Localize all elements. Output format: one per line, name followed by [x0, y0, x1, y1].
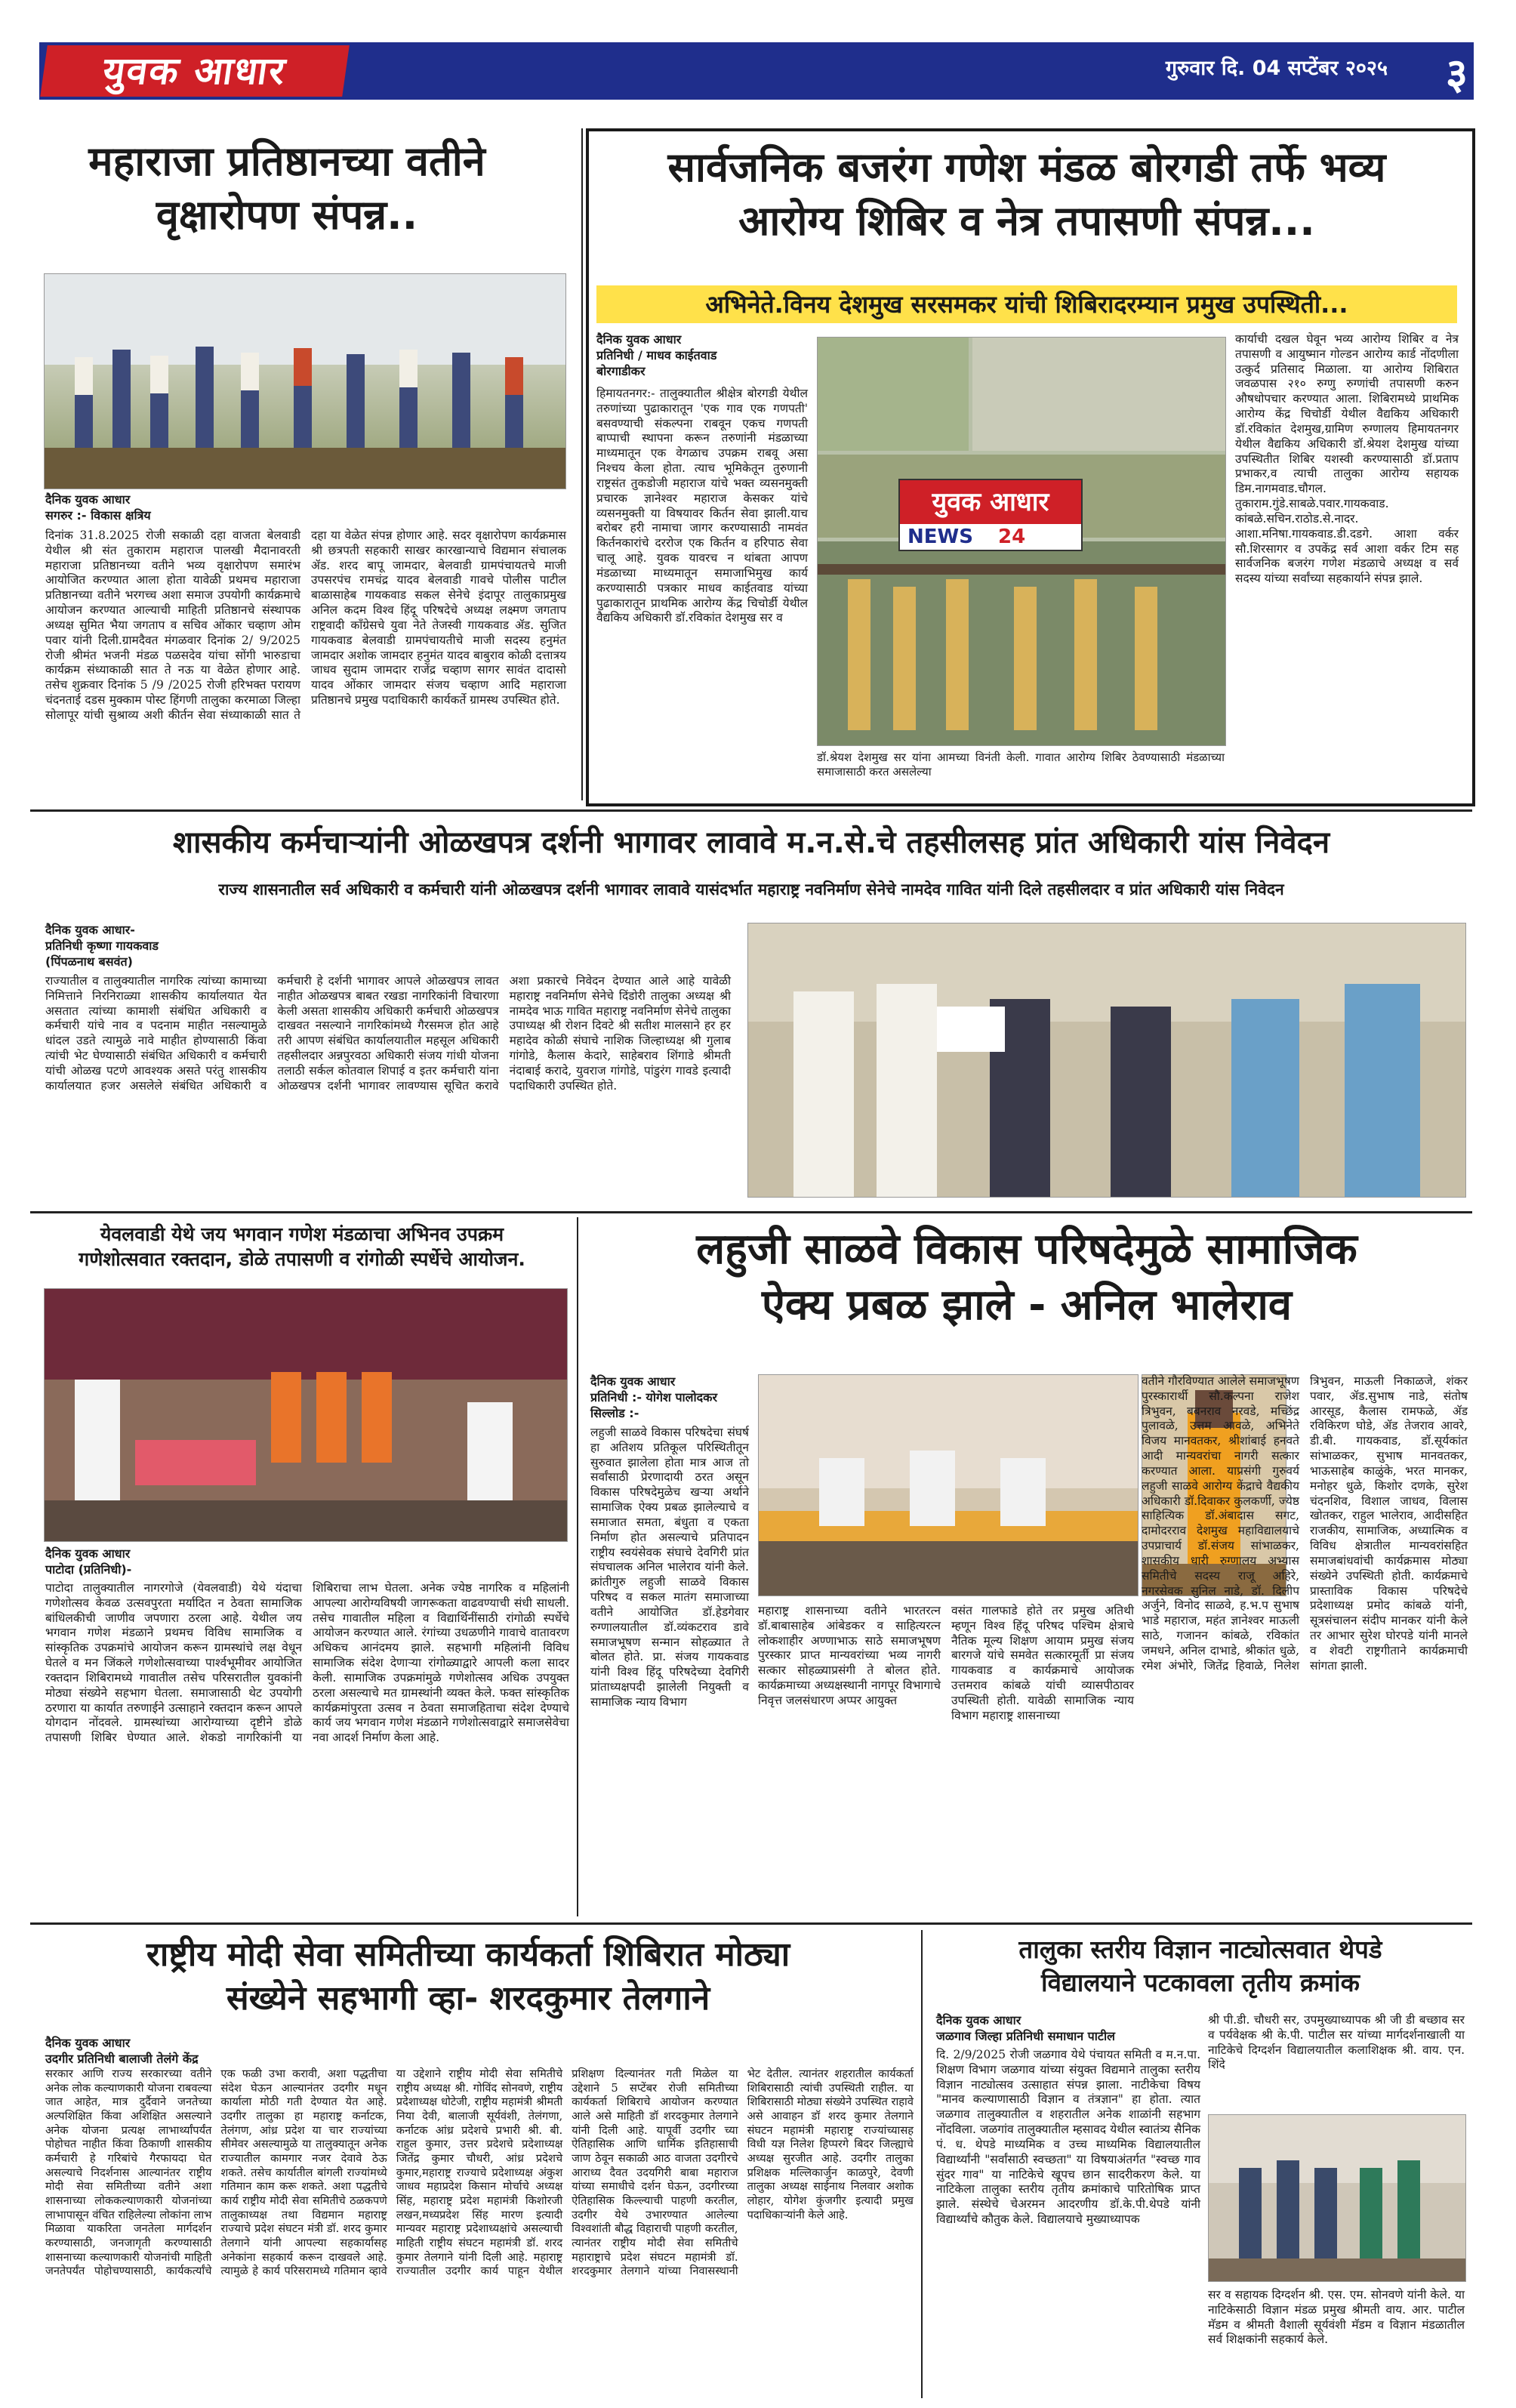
story7-headline-line2: विद्यालयाने पटकावला तृतीय क्रमांक: [1041, 1967, 1360, 1997]
story2-byline: [596, 332, 808, 379]
story1-headline: [30, 134, 544, 242]
story5-byline-reporter: प्रतिनिधी :- योगेश पालोदकर: [590, 1389, 717, 1404]
story7-body-top: श्री पी.डी. चौधरी सर, उपमुख्याध्यापक श्री जी डी बच्छाव सर व पर्यवेक्षक श्री के.पी. पाटील सर यांच्या मार्गदर्शनाखाली या नाटिकेचे दिग्दर्शन विद्यालयातील कलाशिक्षक श्री. वाय. एन. शिंदे: [1208, 2013, 1465, 2072]
story7-byline-reporter: जळगाव जिल्हा प्रतिनिधी समाधान पाटील: [936, 2028, 1115, 2043]
news-badge-title: युवक आधार: [900, 480, 1081, 524]
story2-headline-line2: आरोग्य शिबिर व नेत्र तपासणी संपन्न...: [738, 197, 1315, 245]
story5-byline-paper: दैनिक युवक आधार: [590, 1374, 676, 1389]
page-number: ३: [1445, 50, 1468, 99]
story4-byline-paper: दैनिक युवक आधार: [45, 1546, 131, 1561]
story4-photo: [44, 1288, 568, 1542]
story2-subdeck: अभिनेते.विनय देशमुख सरसमकर यांची शिबिरादरम्यान प्रमुख उपस्थिती...: [596, 285, 1457, 323]
story6-headline: [30, 1933, 906, 2021]
section-rule-3: [30, 1922, 1472, 1925]
story6-headline-line1: राष्ट्रीय मोदी सेवा समितीच्या कार्यकर्ता शिबिरात मोठ्या: [146, 1935, 790, 1974]
story2-byline-paper: दैनिक युवक आधार: [596, 332, 682, 347]
story1-photo-people: [45, 274, 565, 489]
story2-byline-reporter: प्रतिनिधी / माधव काईतवाड: [596, 347, 717, 362]
story1-headline-line2: वृक्षारोपण संपन्न..: [156, 191, 418, 239]
story5-headline-line1: लहुजी साळवे विकास परिषदेमुळे सामाजिक: [696, 1225, 1357, 1274]
story5-body-mid: [758, 1604, 1134, 1913]
story6-byline-reporter: उदगीर प्रतिनिधी बालाजी तेलंगे केंद्र: [45, 2051, 199, 2066]
story5-headline-line2: ऐक्य प्रबळ झाले - अनिल भालेराव: [761, 1280, 1293, 1330]
story3-photo-shapes: [748, 923, 1465, 1197]
story3-photo: [747, 923, 1466, 1198]
story2-body-left: हिमायतनगर:- तालुक्यातील श्रीक्षेत्र बोरगडी येथील तरुणांच्या पुढाकारातून 'एक गाव एक गणपती' बसवण्याची संकल्पना राबवून एकच गणपती बाप्पाची स्थापना करून तरुणांनी मंडळाच्या माध्यमातून एक वेगळाच उपक्रम राबवू असा निश्चय केला होता. त्याच भूमिकेतून तुरुणानी राष्ट्रसंत तुकडोजी महाराज यांचे भक्त व्यसनमुक्ती प्रचारक ज्ञानेश्वर महाराज केसकर यांचे व्यसनमुक्ती या विषयावर किर्तन सेवा झाली.याच बरोबर हरी नामाचा जागर करण्यासाठी नामवंत किर्तनकारांचे दररोज एक किर्तन व हरिपाठ सेवा चालू आहे. युवक यावरच न थांबता आपण मंडळाच्या माध्यमातून समाजाभिमुख कार्य करण्यासाठी पत्रकार माधव काईतवाड यांच्या पुढाकारातून प्राथमिक आरोग्य केंद्र चिचोर्डी येथील वैद्यकिय अधिकारी डॉ.रविकांत देशमुख सर व: [596, 387, 808, 625]
section-rule-2: [30, 1211, 1472, 1213]
story5-byline-place: सिल्लोड :-: [590, 1405, 639, 1420]
story3-byline-place: (पिंपळनाथ बसवंत): [45, 954, 133, 969]
story7-photo-shapes: [1209, 2115, 1465, 2281]
story3-byline-reporter: प्रतिनिधी कृष्णा गायकवाड: [45, 938, 159, 953]
story6-body: सरकार आणि राज्य सरकारच्या वतीने अनेक लोक कल्याणकारी योजना राबवल्या जात आहेत, मात्र दुर्दैवाने जनतेच्या अल्पशिक्षित किंवा अशिक्षित असल्याने अनेक योजना प्रत्यक्ष लाभार्थ्यांपर्यंत पोहोचत नाहीत किंवा ठिकाणी शासकीय कर्मचारी हे गरिबांचे गैरफायदा घेत असल्याचे निदर्शनास आल्यानंतर राष्ट्रीय मोदी सेवा समितीच्या वतीने अशा शासनाच्या लोककल्याणकारी योजनांच्या लाभापासून वंचित राहिलेल्या लोकांना लाभ मिळावा याकरिता जनतेला मार्गदर्शन करण्यासाठी, जनजागृती करण्यासाठी शासनाच्या कल्याणकारी योजनांची माहिती जनतेपर्यंत पोहोचण्यासाठी, कार्यकर्त्यांचे एक फळी उभा करावी, अशा पद्धतीचा संदेश घेऊन आल्यानंतर उदगीर मधून कार्याला मोठी गती देण्यात येत आहे. उदगीर तालुका हा महाराष्ट्र कर्नाटक, तेलंगण, आंध्र प्रदेश या चार राज्यांच्या सीमेवर असल्यामुळे या तालुक्यातून अनेक राज्यातील कामगार नजर देवावे ठेऊ शकते. तसेच कार्यातील बांगली राज्यांमध्ये गतिमान काम करू शकते. अशा पद्धतीचे कार्य राष्ट्रीय मोदी सेवा समितीचे ठळकपणे तालुकाध्यक्ष तथा विद्यमान महाराष्ट्र राज्याचे प्रदेश संघटन मंत्री डॉ. शरद कुमार तेलगाने यांनी आपल्या सहकार्यासह अनेकांना सहकार्य करून दाखवले आहे. त्यामुळे हे कार्य परिसरामध्ये गतिमान व्हावे या उद्देशाने राष्ट्रीय मोदी सेवा समितीचे राष्ट्रीय अध्यक्ष श्री. गोविंद सोनवणे, राष्ट्रीय प्रदेशाध्यक्ष धोटेजी, राष्ट्रीय महामंत्री श्रीमती निया देवी, बालाजी सूर्यवंशी, तेलंगणा, कर्नाटक आंध्र प्रदेशचे प्रभारी श्री. बी. राहुल कुमार, उत्तर प्रदेशचे प्रदेशाध्यक्ष जितेंद्र कुमार चौधरी, आंध्र प्रदेशचे कुमार,महाराष्ट्र राज्याचे प्रदेशाध्यक्ष अंकुश जाधव महाप्रदेश किसान मोर्चाचे अध्यक्ष सिंह, महाराष्ट्र प्रदेश महामंत्री किशोरजी लखन,मध्यप्रदेश सिंह मारण इत्यादी मान्यवर महाराष्ट्र प्रदेशाध्यक्षांचे असल्याची माहिती राष्ट्रीय संघटन महामंत्री डॉ. शरद कुमार तेलगाने यांनी दिली आहे. महाराष्ट्र राज्यातील उदगीर कार्य पाहून येथील प्रशिक्षण दिल्यानंतर गती मिळेल या उद्देशाने 5 सप्टेंबर रोजी समितीच्या कार्यकर्ता शिबिराचे आयोजन करण्यात आले असे माहिती डॉ शरदकुमार तेलगाने यांनी दिली आहे. यापूर्वी उदगीर च्या ऐतिहासिक आणि धार्मिक इतिहासाची जाण ठेवून सकाळी आठ वाजता उदगीरचे आराध्य दैवत उदयगिरी बाबा महाराज यांच्या समाधीचे दर्शन घेऊन, उदगीरच्या ऐतिहासिक किल्ल्याची पाहणी करतील, उदगीर येथे उभारण्यात आलेल्या विश्वशांती बौद्ध विहाराची पाहणी करतील, त्यानंतर राष्ट्रीय मोदी सेवा समितीचे महाराष्ट्राचे प्रदेश संघटन महामंत्री डॉ. शरदकुमार तेलगाने यांच्या निवासस्थानी भेट देतील. त्यानंतर शहरातील कार्यकर्ता शिबिरासाठी त्यांची उपस्थिती राहील. या शिबिरासाठी मोठ्या संख्येने उपस्थित राहावे असे आवाहन डॉ शरद कुमार तेलगाने संघटन महामंत्री महाराष्ट्र राज्यांच्यासह विधी यज्ञ निलेश हिप्परगे बिदर जिल्ह्याचे अध्यक्ष सुरजीत आहे. उदगीर तालुका प्रशिक्षक मल्लिकार्जुन काळपुरे, देवणी तालुका अध्यक्ष साईनाथ निलवार अशोक लोहार, योगेश कुंजगीर इत्यादी प्रमुख पदाधिकाऱ्यांनी केले आहे.: [45, 2067, 914, 2278]
column-divider-3: [921, 1930, 923, 2398]
news-badge: [898, 479, 1083, 551]
story6-headline-line2: संख्येने सहभागी व्हा- शरदकुमार तेलगाने: [226, 1979, 710, 2018]
story1-body: दिनांक 31.8.2025 रोजी सकाळी दहा वाजता बेलवाडी येथील श्री संत तुकाराम महाराज पालखी मैदानावरती महाराजा प्रतिष्ठानच्या वतीने भव्य वृक्षारोपण समारंभ आयोजित करण्यात आला होता यावेळी प्रथमच महाराजा प्रतिष्ठानच्या वतीने भरगच्च अशा समाज उपयोगी कार्यक्रमाचे आयोजन करण्यात आल्याची माहिती प्रतिष्ठानचे संस्थापक अध्यक्ष सुमित भैया जगताप व सचिव ओंकार चव्हाण ओम पवार यांनी दिली.ग्रामदैवत मंगळवार दिनांक 2/ 9/2025 रोजी श्रीमंत भजनी मंडळ पळसदेव यांचा सोंगी भारुडाचा कार्यक्रम संध्याकाळी सात ते नऊ या वेळेत होणार आहे. तसेच शुक्रवार दिनांक 5 /9 /2025 रोजी हरिभक्त परायण चंदनताई दडस मुक्काम पोस्ट हिंगणी तालुका करमाळा जिल्हा सोलापूर यांची सुश्राव्य अशी कीर्तन सेवा संध्याकाळी सात ते दहा या वेळेत संपन्न होणार आहे. सदर वृक्षारोपण कार्यक्रमास श्री छत्रपती सहकारी साखर कारखान्याचे विद्यमान संचालक ॲड. शरद बापू जामदार, बेलवाडी ग्रामपंचायतचे माजी उपसरपंच रामचंद्र यादव बेलवाडी गावचे पोलीस पाटील बाळासाहेब गायकवाड सकल सेनेचे इंदापूर तालुकाप्रमुख अनिल कदम विश्व हिंदू परिषदेचे अध्यक्ष लक्ष्मण जगताप राष्ट्रवादी काँग्रेसचे युवा नेते तेजस्वी गायकवाड ॲड. सुजित गायकवाड बेलवाडी ग्रामपंचायतीचे माजी सदस्य हनुमंत जामदार अशोक जामदार हनुमंत यादव बाबुराव कोळी दत्तात्रय जाधव सुदाम जामदार राजेंद्र चव्हाण सागर सावंत दादासो यादव ओंकार जामदार संजय चव्हाण आदि महाराजा प्रतिष्ठानचे प्रमुख पदाधिकारी कार्यकर्ते ग्रामस्थ उपस्थित होते.: [45, 529, 566, 722]
story5-body-right: वतीने गौरविण्यात आलेले समाजभूषण पुरस्कारार्थी सौ.कल्पना राजेश त्रिभुवन, बबनराव नरवडे, मच्छिंद्र पुलावळे, उत्तम आवळे, अभिनेते विजय मानवतकर, श्रीशांबाई हनवते आदी मान्यवरांचा नागरी सत्कार करण्यात आला. याप्रसंगी गुरुवर्य लहुजी साळवे आरोग्य केंद्राचे वैद्यकीय अधिकारी डॉ.दिवाकर कुलकर्णी, ज्येष्ठ साहित्यिक डॉ.अंबादास सगट, दामोदरराव देशमुख महाविद्यालयाचे उपप्राचार्य डॉ.संजय सांभाळकर, शासकीय धारी रुग्णालय अभ्यास समितीचे सदस्य राजू अहिरे, नगरसेवक सुनिल नाडे, डॉ. दिलीप अर्जुने, विनोद साळवे, ह.भ.प सुभाष भाडे महाराज, महंत ज्ञानेश्वर माऊली साठे, गजानन कांबळे, रविकांत जमधने, अनिल दाभाडे, श्रीकांत धुळे, रमेश अंभोरे, जितेंद्र हिवाळे, निलेश त्रिभुवन, माऊली निकाळजे, शंकर पवार, ॲड.सुभाष नाडे, संतोष आरसूड, कैलास रामफळे, ॲड रविकिरण घोडे, ॲड तेजराव आवरे, डी.बी. गायकवाड, डॉ.सूर्यकांत सांभाळकर, सुभाष मानवतकर, भाऊसाहेब काळुंके, भरत मानकर, मनोहर धुळे, किशोर दणके, सुरेश चंदनशिव, विशाल जाधव, विलास खोतकर, राहुल भालेराव, आदीसहित राजकीय, सामाजिक, अध्यात्मिक व विविध क्षेत्रातील मान्यवरांसहित समाजबांधवांची कार्यक्रमास मोठ्या संख्येने उपस्थिती होती. कार्यक्रमाचे प्रास्ताविक विकास परिषदेचे प्रदेशाध्यक्ष प्रमोद कांबळे यांनी, सूत्रसंचालन संदीप मानकर यांनी केले तर आभार सुरेश घोरपडे यांनी मानले व शेवटी राष्ट्रगीताने कार्यक्रमाची सांगता झाली.: [1142, 1374, 1468, 1673]
story5-photo-1: [758, 1374, 1139, 1596]
story4-headline: [30, 1222, 574, 1272]
story3-deck: राज्य शासनातील सर्व अधिकारी व कर्मचारी यांनी ओळखपत्र दर्शनी भागावर लावावे यासंदर्भात महाराष्ट्र नवनिर्माण सेनेचे नामदेव गावित यांनी दिले तहसीलदार व प्रांत अधिकारी यांस निवेदन: [218, 880, 1284, 899]
story7-body-right: सर व सहायक दिग्दर्शन श्री. एस. एम. सोनवणे यांनी केले. या नाटिकेसाठी विज्ञान मंडळ प्रमुख श्रीमती वाय. आर. पाटील मॅडम व श्रीमती वैशाली सूर्यवंशी मॅडम व विज्ञान मंडळातील सर्व शिक्षकांनी सहकार्य केले.: [1208, 2288, 1465, 2347]
story2-caption: डॉ.श्रेयश देशमुख सर यांना आमच्या विनंती केली. गावात आरोग्य शिबिर ठेवण्यासाठी मंडळाच्या समाजासाठी करत असलेल्या: [817, 751, 1225, 779]
story1-byline: [45, 492, 302, 524]
newspaper-logo: युवक आधार: [40, 45, 350, 97]
news-badge-number: 24: [998, 526, 1026, 548]
story3-byline-paper: दैनिक युवक आधार-: [45, 923, 135, 937]
story4-headline-line2: गणेशोत्सवात रक्तदान, डोळे तपासणी व रांगोळी स्पर्धेचे आयोजन.: [79, 1248, 525, 1270]
column-divider: [581, 128, 583, 800]
story4-byline-reporter: पाटोदा (प्रतिनिधी)-: [45, 1562, 132, 1577]
column-divider-2: [577, 1217, 578, 1916]
story5-body-left: लहुजी साळवे विकास परिषदेचा संघर्ष हा अतिशय प्रतिकूल परिस्थितीतून सुरुवात झालेला होता मात्र आज तो सर्वांसाठी प्रेरणादायी ठरत असून विकास परिषदेमुळेच खऱ्या अर्थाने सामाजिक ऐक्य प्रबळ झालेल्याचे व समाजात समता, बंधुता व एकता निर्माण होत असल्याचे प्रतिपादन राष्ट्रीय स्वयंसेवक संघाचे देवगिरी प्रांत संघचालक अनिल भालेराव यांनी केले. क्रांतीगुरु लहुजी साळवे विकास परिषद व सकल मातंग समाजाच्या वतीने आयोजित डॉ.हेडगेवार रुग्णालयातील डॉ.व्यंकटराव डावे समाजभूषण सन्मान सोहळ्यात ते बोलत होते. प्रा. संजय गायकवाड यांनी विश्व हिंदू परिषदेच्या देवगिरी प्रांताध्यक्षपदी झालेली नियुक्ती व सामाजिक न्याय विभाग: [590, 1426, 749, 1709]
story5-body-mid-1: महाराष्ट्र शासनाच्या वतीने भारतरत्न डॉ.बाबासाहेब आंबेडकर व साहित्यरत्न लोकशाहीर अण्णाभाऊ साठे समाजभूषण पुरस्कार प्राप्त मान्यवरांच्या भव्य नागरी सत्कार सोहळ्याप्रसंगी ते बोलत होते. कार्यक्रमाच्या अध्यक्षस्थानी नागपूर विभागाचे निवृत्त जलसंधारण अप्पर आयुक्त: [758, 1604, 941, 1707]
story5-headline: [589, 1222, 1465, 1333]
story2-byline-place: बोरगाडीकर: [596, 363, 646, 378]
story7-headline-line1: तालुका स्तरीय विज्ञान नाट्योत्सवात थेपडे: [1018, 1935, 1382, 1964]
story2-headline-line1: सार्वजनिक बजरंग गणेश मंडळ बोरगडी तर्फे भव्य: [667, 143, 1386, 191]
story5-byline: [590, 1374, 749, 1421]
story4-body: पाटोदा तालुक्यातील नागरगोजे (येवलवाडी) येथे यंदाचा गणेशोत्सव केवळ उत्सवपुरता मर्यादित न ठेवता सामाजिक बांधिलकीची जाणीव जपणारा ठरला आहे. येथील जय भगवान गणेश मंडळाने प्रथमच विविध सामाजिक व सांस्कृतिक उपक्रमांचे आयोजन करून ग्रामस्थांचे लक्ष वेधून घेतले व मन जिंकले गणेशोत्सवाच्या पार्श्वभूमीवर आयोजित रक्तदान शिबिरामध्ये गावातील तसेच परिसरातील युवकांनी मोठ्या संख्येने सहभाग घेतला. समाजासाठी थेट उपयोगी ठरणारा या कार्यात तरुणाईने उत्साहाने रक्तदान करून आपले योगदान नोंदवले. ग्रामस्थांच्या आरोग्याच्या दृष्टीने डोळे तपासणी शिबिर घेण्यात आले. शेकडो नागरिकांनी या शिबिराचा लाभ घेतला. अनेक ज्येष्ठ नागरिक व महिलांनी आपल्या आरोग्यविषयी जागरूकता वाढवण्याची संधी साधली. तसेच गावातील महिला व विद्यार्थिनींसाठी रांगोळी स्पर्धेचे आयोजन करण्यात आले. रंगांच्या उधळणीने गावाचे वातावरण अधिकच आनंदमय झाले. सहभागी महिलांनी विविध सामाजिक संदेश देणाऱ्या रांगोळ्याद्वारे आपली कला सादर केली. सामाजिक उपक्रमांमुळे गणेशोत्सव अधिक उपयुक्त ठरला असल्याचे मत ग्रामस्थांनी व्यक्त केले. फक्त सांस्कृतिक कार्यक्रमांपुरता उत्सव न ठेवता समाजहिताचा संदेश देण्याचे कार्य जय भगवान गणेश मंडळाने गणेशोत्सवाद्वारे समाजसेवेचा नवा आदर्श निर्माण केला आहे.: [45, 1581, 569, 1745]
story4-headline-line1: येवलवाडी येथे जय भगवान गणेश मंडळाचा अभिनव उपक्रम: [100, 1223, 504, 1245]
story4-byline: [45, 1546, 302, 1578]
issue-date: गुरुवार दि. 04 सप्टेंबर २०२५: [1165, 57, 1388, 80]
story1-photo: [44, 273, 566, 489]
story5-body-mid-2: वसंत गालफाडे होते तर प्रमुख अतिथी म्हणून विश्व हिंदू परिषद पश्चिम क्षेत्राचे नैतिक मूल्य शिक्षण आयाम प्रमुख संजय बारगजे यांचे समवेत सत्कारमूर्ती प्रा संजय गायकवाड व कार्यक्रमाचे आयोजक उत्तमराव कांबळे यांची व्यासपीठावर उपस्थिती होती. यावेळी सामाजिक न्याय विभाग महाराष्ट्र शासनाच्या: [951, 1604, 1134, 1722]
story7-headline: [929, 1933, 1472, 1999]
story2-headline: [596, 140, 1457, 248]
story1-headline-line1: महाराजा प्रतिष्ठानच्या वतीने: [88, 137, 485, 185]
story6-byline-paper: दैनिक युवक आधार: [45, 2036, 131, 2050]
story7-byline-paper: दैनिक युवक आधार: [936, 2013, 1021, 2027]
story6-byline: [45, 2036, 302, 2067]
story2-body-right: कार्याची दखल घेवून भव्य आरोग्य शिबिर व नेत्र तपासणी व आयुष्मान गोल्डन आरोग्य कार्ड नोंदणीला उत्कुर्द प्रतिसाद मिळाला. या आरोग्य शिबिरात जवळपास २१० रुग्णु रुग्णांची तपासणी करुन औषधोपचार करण्यात आला. शिबिरामध्ये प्राथमिक आरोग्य केंद्र चिचोर्डी येथील वैद्यकिय अधिकारी डॉ.रविकांत देशमुख,ग्रामिण रुग्णालय हिमायतनगर येथील वैद्यकिय अधिकारी डॉ.श्रेयश देशमुख यांच्या उपस्थितीत शिबिर यशस्वी करण्यासाठी डॉ.प्रताप प्रभाकर,व त्याची तालुका आरोग्य सहायक डिम.नागमवाड.चौगल. तुकाराम.गुंडे.साबळे.पवार.गायकवाड. कांबळे.सचिन.राठोड.से.नादर. आशा.मनिषा.गायकवाड.डी.दडगे. आशा वर्कर सौ.शिरसागर व उपकेंद्र सर्व आशा वर्कर टिम सह सार्वजनिक बजरंग गणेश मंडळाचे अध्यक्ष व सर्व सदस्य यांच्या सर्वांच्या सहकार्याने संपन्न झाले.: [1235, 332, 1459, 586]
story3-byline: [45, 923, 272, 970]
story7-byline: [936, 2013, 1193, 2045]
story4-photo-shapes: [45, 1289, 567, 1541]
story7-photo: [1208, 2114, 1466, 2282]
story7-body-left: दि. 2/9/2025 रोजी जळगाव येथे पंचायत समिती व म.न.पा. शिक्षण विभाग जळगाव यांच्या संयुक्त विद्यमाने तालुका स्तरीय विज्ञान नाट्योत्सव उत्साहात संपन्न झाला. नाटीकेचा विषय "मानव कल्याणासाठी विज्ञान व तंत्रज्ञान" हा होता. त्यात जळगाव तालुक्यातील व शहरातील अनेक शाळांनी सहभाग नोंदविला. जळगांव तालुक्यातील म्हसावद येथील स्वातंत्र्य सैनिक पं. ध. थेपडे माध्यमिक व उच्च माध्यमिक विद्यालयातील विद्यार्थ्यांनी "सर्वांसाठी स्वच्छता" या विषयाअंतर्गत "स्वच्छ गाव सुंदर गाव" या नाटिकेचे खूपच छान सादरीकरण केले. या नाटिकेला तालुका स्तरीय तृतीय क्रमांकाचे पारितोषिक प्राप्त झाले. संस्थेचे चेअरमन आदरणीय डॉ.के.पी.थेपडे यांनी विद्यार्थ्यांचे कौतुक केले. विद्यालयाचे मुख्याध्यापक: [936, 2048, 1200, 2227]
story5-photo-1-shapes: [759, 1375, 1138, 1596]
section-rule: [30, 809, 1472, 812]
story1-byline-paper: दैनिक युवक आधार: [45, 492, 131, 507]
story3-body: राज्यातील व तालुक्यातील नागरिक त्यांच्या कामाच्या निमित्ताने निरनिराळ्या शासकीय कार्यालयात येत असतात त्यांच्या कामाशी संबंधित अधिकारी व कर्मचारी यांचे नाव व पदनाम माहीत नसल्यामुळे धांदल उडते त्यामुळे नावे माहीत होण्यासाठी किंवा त्यांची भेट घेण्यासाठी संबंधित अधिकारी व कर्मचारी यांची ओळख पटणे आवश्यक असते परंतु शासकीय कार्यालयात हजर असलेले संबंधित अधिकारी व कर्मचारी हे दर्शनी भागावर आपले ओळखपत्र लावत नाहीत ओळखपत्र बाबत रखडा नागरिकांनी विचारणा केली असता शासकीय अधिकारी कर्मचारी ओळखपत्र दाखवत नसल्याने नागरिकांमध्ये गैरसमज होत आहे तरी आपण संबंधित कार्यालयातील महसूल अधिकारी तहसीलदार अन्नपुरवठा अधिकारी संजय गांधी योजना तलाठी सर्कल कोतवाल शिपाई व इतर कर्मचारी यांना ओळखपत्र दर्शनी भागावर लावण्यास सूचित करावे अशा प्रकारचे निवेदन देण्यात आले आहे यावेळी महाराष्ट्र नवनिर्माण सेनेचे दिंडोरी तालुका अध्यक्ष श्री नामदेव भाऊ गावित महाराष्ट्र नवनिर्माण सेनेचे तालुका उपाध्यक्ष श्री रोशन दिवटे श्री सतीश मालसाने हर हर महादेव कोळी संघाचे नाशिक जिल्हाध्यक्ष श्री गुलाब गांगोडे, कैलास केदारे, साहेबराव शिंगाडे श्रीमती नंदाबाई करादे, युवराज गांगोडे, पांडुरंग गावडे इत्यादी पदाधिकारी उपस्थित होते.: [45, 974, 731, 1093]
story3-headline: शासकीय कर्मचाऱ्यांनी ओळखपत्र दर्शनी भागावर लावावे म.न.से.चे तहसीलसह प्रांत अधिकारी यांस निवेदन: [172, 825, 1330, 860]
story1-byline-reporter: सगरुर :- विकास क्षत्रिय: [45, 507, 151, 523]
news-badge-news: NEWS: [907, 526, 973, 548]
